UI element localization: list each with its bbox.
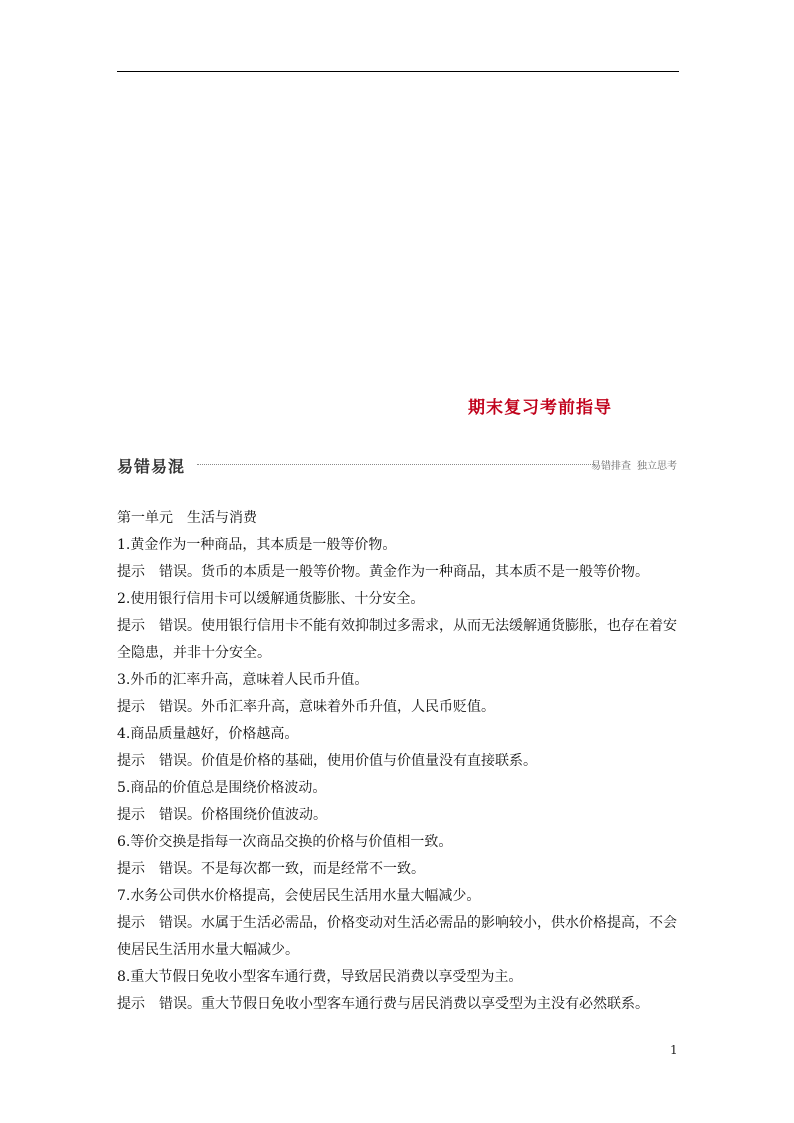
tip-label: 提示 [117, 564, 145, 580]
answer-tip [117, 910, 679, 964]
answer-tip [117, 802, 679, 829]
tip-text: 错误。使用银行信用卡不能有效抑制过多需求，从而无法缓解通货膨胀，也存在着安全隐患，并非十分安全。 [117, 618, 677, 661]
tip-label: 提示 [117, 753, 145, 769]
question-statement: 6.等价交换是指每一次商品交换的价格与价值相一致。 [117, 834, 453, 850]
answer-tip [117, 991, 679, 1018]
answer-tip [117, 613, 679, 667]
tip-label: 提示 [117, 699, 145, 715]
section-divider [197, 464, 595, 465]
tip-text: 错误。外币汇率升高，意味着外币升值，人民币贬值。 [159, 699, 495, 715]
tip-label: 提示 [117, 807, 145, 823]
answer-tip [117, 559, 679, 586]
tip-label: 提示 [117, 996, 145, 1012]
question-statement: 5.商品的价值总是围绕价格波动。 [117, 780, 327, 796]
tip-label: 提示 [117, 861, 145, 877]
answer-tip [117, 694, 679, 721]
tip-text: 错误。重大节假日免收小型客车通行费与居民消费以享受型为主没有必然联系。 [159, 996, 649, 1012]
section-tags [591, 457, 677, 472]
tip-label: 提示 [117, 618, 145, 634]
section-tag-error-check: 易错排查 [591, 461, 631, 472]
question-statement: 3.外币的汇率升高，意味着人民币升值。 [117, 672, 369, 688]
header-rule [117, 71, 679, 72]
question-statement: 4.商品质量越好，价格越高。 [117, 726, 299, 742]
answer-tip [117, 856, 679, 883]
tip-text: 错误。价值是价格的基础，使用价值与价值量没有直接联系。 [159, 753, 537, 769]
question-statement: 7.水务公司供水价格提高，会使居民生活用水量大幅减少。 [117, 888, 481, 904]
unit-title: 第一单元 生活与消费 [117, 510, 257, 526]
page-number: 1 [670, 1043, 678, 1057]
tip-text: 错误。货币的本质是一般等价物。黄金作为一种商品，其本质不是一般等价物。 [159, 564, 649, 580]
question-statement: 8.重大节假日免收小型客车通行费，导致居民消费以享受型为主。 [117, 969, 523, 985]
tip-label: 提示 [117, 915, 145, 931]
question-statement: 2.使用银行信用卡可以缓解通货膨胀、十分安全。 [117, 591, 425, 607]
tip-text: 错误。水属于生活必需品，价格变动对生活必需品的影响较小，供水价格提高，不会使居民生活用水量大幅减少。 [117, 915, 677, 958]
answer-tip [117, 748, 679, 775]
section-banner [117, 452, 679, 476]
tip-text: 错误。不是每次都一致，而是经常不一致。 [159, 861, 425, 877]
document-body [117, 505, 679, 1018]
question-statement: 1.黄金作为一种商品，其本质是一般等价物。 [117, 537, 397, 553]
section-tag-independent-thinking: 独立思考 [637, 461, 677, 472]
section-heading: 易错易混 [117, 457, 186, 476]
page-title: 期末复习考前指导 [468, 398, 612, 418]
tip-text: 错误。价格围绕价值波动。 [159, 807, 327, 823]
